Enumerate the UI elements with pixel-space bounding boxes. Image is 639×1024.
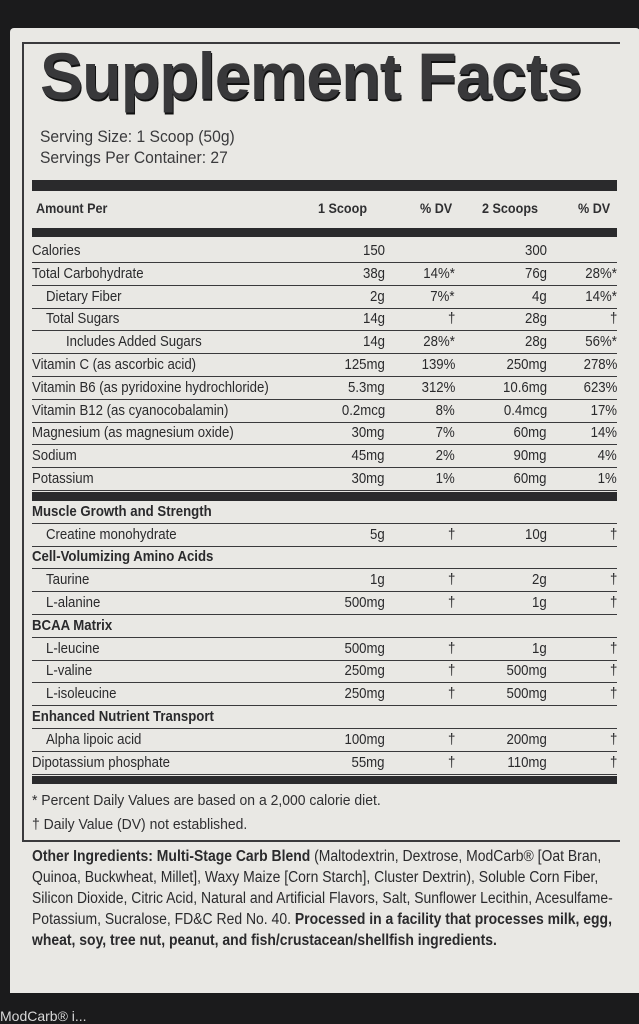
dv-one-scoop: 7% [435,424,455,442]
amount-one-scoop: 45mg [351,447,385,465]
table-row [32,400,617,423]
dv-one-scoop: † [447,525,455,543]
serving-size: Serving Size: 1 Scoop (50g) [40,127,235,146]
nutrient-name: Potassium [32,470,94,487]
dv-one-scoop: 28%* [423,333,455,351]
nutrient-name: Vitamin C (as ascorbic acid) [32,356,197,373]
table-row [32,263,617,286]
amount-one-scoop: 100mg [344,730,385,748]
amount-two-scoops: 500mg [506,662,547,680]
dv-one-scoop: † [447,571,455,589]
dv-one-scoop: † [447,662,455,680]
dv-one-scoop: † [447,685,455,703]
dv-one-scoop: † [447,310,455,328]
dv-two-scoops: 1% [597,470,617,487]
section-header [32,615,617,638]
servings-per-container: Servings Per Container: 27 [40,148,228,167]
table-row [32,683,617,706]
section-header [32,706,617,729]
table-row [32,524,617,547]
allergen-statement: Processed in a facility that processes milk, egg, wheat, soy, tree nut, peanut, and fish/crustacean/shellfish ingredients. [32,911,612,949]
header-dv2: % DV [578,200,611,216]
dv-one-scoop: † [447,639,455,657]
nutrient-name: Magnesium (as magnesium oxide) [32,424,234,442]
section-title: BCAA Matrix [32,616,113,634]
table-row [32,638,617,661]
amount-two-scoops: 300 [524,242,547,259]
dv-two-scoops: 14%* [585,287,617,305]
table-row [32,308,617,331]
amount-two-scoops: 28g [524,310,547,328]
section-title: Cell-Volumizing Amino Acids [32,548,214,566]
dv-two-scoops: † [609,753,617,771]
nutrient-name: Vitamin B12 (as cyanocobalamin) [32,401,229,419]
nutrient-name: Includes Added Sugars [66,333,202,351]
dv-two-scoops: 56%* [585,333,617,351]
dv-two-scoops: † [609,310,617,328]
table-row [32,592,617,615]
dv-two-scoops: † [609,571,617,589]
nutrient-name: Dietary Fiber [46,287,122,305]
section-header [32,501,617,524]
amount-one-scoop: 5.3mg [348,378,385,396]
table-row [32,286,617,309]
nutrient-name: L-isoleucine [46,685,117,703]
amount-two-scoops: 90mg [513,447,547,465]
nutrient-name: Alpha lipoic acid [46,730,142,748]
nutrient-name: L-valine [46,662,93,680]
dv-two-scoops: 278% [583,356,617,373]
table-row [32,445,617,468]
section-header [32,546,617,569]
blend-name: Multi-Stage Carb Blend [156,848,311,865]
nutrient-name: Taurine [46,571,90,589]
amount-two-scoops: 1g [532,639,547,657]
dv-one-scoop: 14%* [423,264,455,282]
dv-one-scoop: 8% [435,401,455,419]
dv-two-scoops: 28%* [585,264,617,282]
amount-one-scoop: 125mg [344,356,385,373]
amount-two-scoops: 250mg [506,356,547,373]
nutrient-name: Creatine monohydrate [46,525,177,543]
header-two-scoops: 2 Scoops [482,200,539,216]
nutrient-name: L-leucine [46,639,100,657]
amount-two-scoops: 60mg [513,470,547,487]
footnote-dv-not-established: † Daily Value (DV) not established. [32,816,248,833]
amount-one-scoop: 38g [362,264,385,282]
amount-one-scoop: 5g [370,525,385,543]
header-one-scoop: 1 Scoop [318,200,368,216]
table-row [32,422,617,445]
table-row [32,377,617,400]
page-title: Supplement Facts [40,39,582,113]
amount-two-scoops: 110mg [507,753,547,771]
dv-one-scoop: † [447,730,455,748]
amount-two-scoops: 500mg [506,685,547,703]
dv-one-scoop: † [447,594,455,611]
table-row [32,331,617,354]
amount-two-scoops: 10.6mg [502,378,547,396]
table-row [32,752,617,775]
section-title: Muscle Growth and Strength [32,502,212,520]
dv-two-scoops: 17% [590,401,617,419]
nutrient-name: Sodium [32,447,77,465]
dv-two-scoops: † [609,662,617,680]
footnote-percent-dv: * Percent Daily Values are based on a 2,000 calorie diet. [32,792,381,809]
amount-one-scoop: 250mg [344,662,385,680]
amount-two-scoops: 76g [524,264,547,282]
ingredients-text: (Maltodextrin, Dextrose, ModCarb® [Oat Bran, Quinoa, Buckwheat, Millet], Waxy Maize [Corn Starch], Cluster Dextrin), Soluble Corn Fiber, Silicon Dioxide, Citric Acid, Natural and Artificial Flavors, Salt, Sunflower Lecithin, Acesulfame-Potassium, Sucralose, FD&C Red No. 40. [32,848,613,928]
amount-two-scoops: 4g [532,287,547,305]
nutrient-name: Total Carbohydrate [32,264,144,282]
amount-one-scoop: 150 [362,242,385,259]
amount-two-scoops: 200mg [506,730,547,748]
table-row [32,569,617,592]
amount-two-scoops: 28g [524,333,547,351]
bottom-text: ModCarb® i... [0,1008,87,1024]
amount-one-scoop: 250mg [344,685,385,703]
amount-two-scoops: 1g [532,594,547,611]
dv-two-scoops: † [609,639,617,657]
table-row [32,240,617,263]
dv-two-scoops: † [609,594,617,611]
amount-two-scoops: 0.4mcg [503,401,547,419]
amount-one-scoop: 30mg [351,470,385,487]
other-ingredients [32,846,626,951]
dv-two-scoops: 623% [583,378,617,396]
other-ingredients-label: Other Ingredients: [32,848,153,865]
table-row [32,660,617,683]
dv-one-scoop: 312% [421,378,455,396]
amount-one-scoop: 2g [370,287,385,305]
dv-one-scoop: † [447,753,455,771]
divider-thick [32,492,617,501]
divider-thick [32,180,617,191]
dv-two-scoops: 14% [590,424,617,442]
header-amount-per: Amount Per [36,200,108,216]
dv-one-scoop: 139% [421,356,455,373]
amount-one-scoop: 14g [362,333,385,351]
amount-two-scoops: 2g [532,571,547,589]
table-row [32,729,617,752]
nutrient-name: Calories [32,242,81,259]
dv-one-scoop: 1% [435,470,455,487]
dv-one-scoop: 7%* [430,287,455,305]
dv-two-scoops: 4% [597,447,617,465]
nutrient-name: Vitamin B6 (as pyridoxine hydrochloride) [32,378,269,396]
table-row [32,468,617,491]
dv-one-scoop: 2% [435,447,455,465]
amount-two-scoops: 60mg [513,424,547,442]
section-title: Enhanced Nutrient Transport [32,708,214,725]
dv-two-scoops: † [609,525,617,543]
dv-two-scoops: † [609,730,617,748]
table-row [32,354,617,377]
amount-one-scoop: 55mg [351,753,385,771]
dv-two-scoops: † [609,685,617,703]
amount-one-scoop: 1g [370,571,385,589]
divider-thick [32,776,617,784]
amount-one-scoop: 14g [362,310,385,328]
amount-one-scoop: 500mg [344,639,385,657]
amount-one-scoop: 500mg [344,594,385,611]
divider-thick [32,228,617,237]
amount-one-scoop: 0.2mcg [341,401,385,419]
amount-one-scoop: 30mg [351,424,385,442]
nutrient-name: Dipotassium phosphate [32,753,170,771]
amount-two-scoops: 10g [524,525,547,543]
nutrient-name: Total Sugars [46,310,120,328]
nutrient-name: L-alanine [46,594,101,611]
header-dv1: % DV [420,200,453,216]
